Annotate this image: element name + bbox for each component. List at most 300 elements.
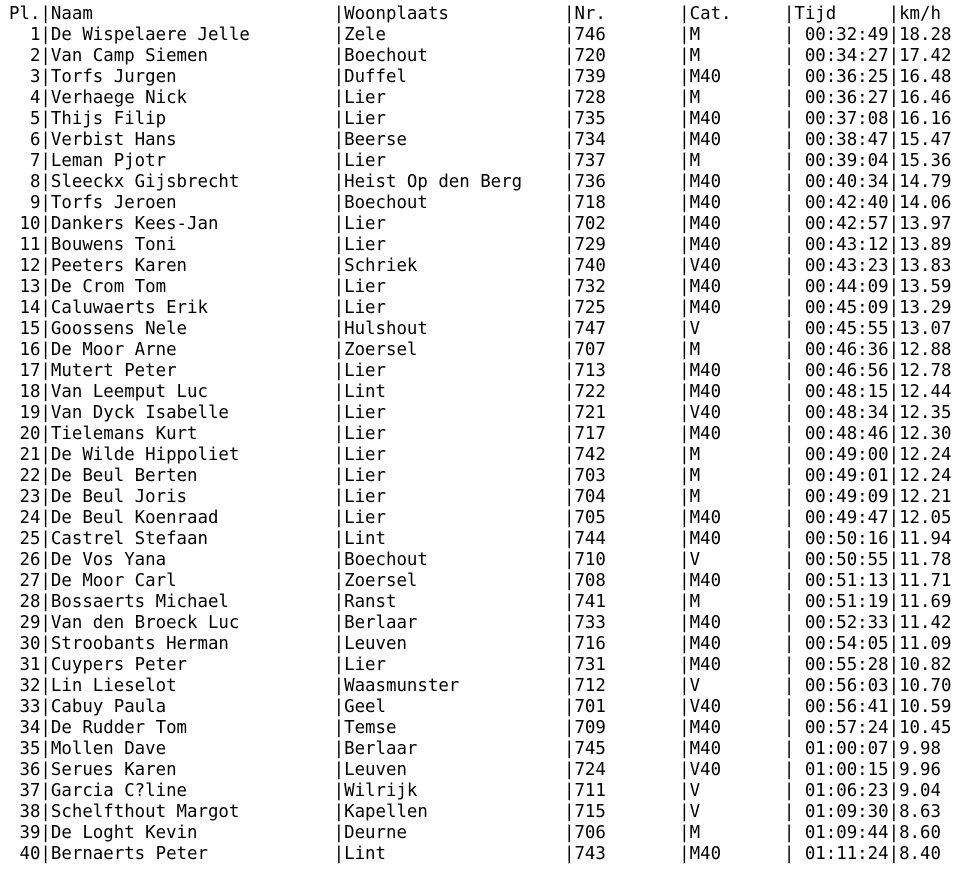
cell-pl: 27 bbox=[9, 571, 41, 591]
table-row: 27|De Moor Carl |Zoersel |708 |M40 | 00:51:13|11.71 bbox=[9, 571, 952, 591]
cell-pl: 33 bbox=[9, 697, 41, 717]
cell-naam: Van Leemput Luc bbox=[50, 382, 334, 402]
cell-cat: V40 bbox=[689, 760, 784, 780]
cell-nr: 716 bbox=[574, 634, 680, 654]
cell-tijd: 00:45:55 bbox=[804, 319, 889, 339]
table-row: 14|Caluwaerts Erik |Lier |725 |M40 | 00:45:09|13.29 bbox=[9, 298, 952, 318]
cell-kmh: 12.44 bbox=[899, 382, 952, 402]
table-row: 39|De Loght Kevin |Deurne |706 |M | 01:09:44|8.60 bbox=[9, 823, 941, 843]
cell-tijd: 00:39:04 bbox=[804, 151, 889, 171]
cell-woonplaats: Lier bbox=[344, 214, 564, 234]
cell-woonplaats: Lier bbox=[344, 88, 564, 108]
cell-tijd: 00:42:57 bbox=[804, 214, 889, 234]
cell-pl: 32 bbox=[9, 676, 41, 696]
cell-pl: 19 bbox=[9, 403, 41, 423]
cell-kmh: 12.24 bbox=[899, 445, 952, 465]
cell-cat: M40 bbox=[689, 382, 784, 402]
cell-kmh: 8.40 bbox=[899, 844, 941, 864]
cell-nr: 745 bbox=[574, 739, 680, 759]
cell-woonplaats: Boechout bbox=[344, 46, 564, 66]
cell-pl: 9 bbox=[9, 193, 41, 213]
cell-woonplaats: Lier bbox=[344, 403, 564, 423]
cell-naam: Bernaerts Peter bbox=[50, 844, 334, 864]
cell-cat: M40 bbox=[689, 571, 784, 591]
cell-nr: 721 bbox=[574, 403, 680, 423]
cell-naam: Serues Karen bbox=[50, 760, 334, 780]
table-row: 23|De Beul Joris |Lier |704 |M | 00:49:09|12.21 bbox=[9, 487, 952, 507]
cell-naam: Van Dyck Isabelle bbox=[50, 403, 334, 423]
cell-tijd: 00:49:01 bbox=[804, 466, 889, 486]
cell-woonplaats: Beerse bbox=[344, 130, 564, 150]
cell-nr: 746 bbox=[574, 25, 680, 45]
table-row: 40|Bernaerts Peter |Lint |743 |M40 | 01:11:24|8.40 bbox=[9, 844, 941, 864]
table-row: 20|Tielemans Kurt |Lier |717 |M40 | 00:48:46|12.30 bbox=[9, 424, 952, 444]
cell-cat: M40 bbox=[689, 235, 784, 255]
cell-pl: 10 bbox=[9, 214, 41, 234]
cell-cat: V40 bbox=[689, 697, 784, 717]
cell-tijd: 01:00:15 bbox=[804, 760, 889, 780]
cell-pl: 36 bbox=[9, 760, 41, 780]
cell-naam: Caluwaerts Erik bbox=[50, 298, 334, 318]
cell-tijd: 00:49:09 bbox=[804, 487, 889, 507]
cell-cat: M40 bbox=[689, 214, 784, 234]
cell-pl: 38 bbox=[9, 802, 41, 822]
cell-cat: V bbox=[689, 676, 784, 696]
cell-cat: M40 bbox=[689, 508, 784, 528]
cell-woonplaats: Boechout bbox=[344, 193, 564, 213]
cell-nr: 701 bbox=[574, 697, 680, 717]
cell-woonplaats: Lint bbox=[344, 529, 564, 549]
cell-cat: M40 bbox=[689, 844, 784, 864]
cell-pl: 16 bbox=[9, 340, 41, 360]
cell-pl: 30 bbox=[9, 634, 41, 654]
cell-woonplaats: Ranst bbox=[344, 592, 564, 612]
table-row: 28|Bossaerts Michael |Ranst |741 |M | 00:51:19|11.69 bbox=[9, 592, 952, 612]
table-row: 38|Schelfthout Margot |Kapellen |715 |V | 01:09:30|8.63 bbox=[9, 802, 941, 822]
cell-nr: 741 bbox=[574, 592, 680, 612]
table-row: 16|De Moor Arne |Zoersel |707 |M | 00:46:36|12.88 bbox=[9, 340, 952, 360]
cell-kmh: 12.35 bbox=[899, 403, 952, 423]
cell-woonplaats: Boechout bbox=[344, 550, 564, 570]
cell-woonplaats: Lier bbox=[344, 361, 564, 381]
cell-tijd: 00:42:40 bbox=[804, 193, 889, 213]
cell-cat: M bbox=[689, 487, 784, 507]
header-pl: Pl. bbox=[9, 4, 41, 24]
header-naam: Naam bbox=[50, 4, 334, 24]
cell-cat: M bbox=[689, 25, 784, 45]
cell-woonplaats: Lier bbox=[344, 424, 564, 444]
cell-nr: 705 bbox=[574, 508, 680, 528]
cell-kmh: 16.46 bbox=[899, 88, 952, 108]
cell-tijd: 00:44:09 bbox=[804, 277, 889, 297]
cell-cat: M40 bbox=[689, 424, 784, 444]
cell-naam: Van Camp Siemen bbox=[50, 46, 334, 66]
cell-pl: 35 bbox=[9, 739, 41, 759]
table-row: 17|Mutert Peter |Lier |713 |M40 | 00:46:56|12.78 bbox=[9, 361, 952, 381]
cell-woonplaats: Lint bbox=[344, 382, 564, 402]
cell-kmh: 13.29 bbox=[899, 298, 952, 318]
cell-nr: 711 bbox=[574, 781, 680, 801]
cell-tijd: 00:43:23 bbox=[804, 256, 889, 276]
cell-naam: Mollen Dave bbox=[50, 739, 334, 759]
cell-woonplaats: Leuven bbox=[344, 760, 564, 780]
cell-pl: 25 bbox=[9, 529, 41, 549]
cell-woonplaats: Lier bbox=[344, 235, 564, 255]
cell-tijd: 00:48:46 bbox=[804, 424, 889, 444]
cell-naam: Peeters Karen bbox=[50, 256, 334, 276]
cell-nr: 709 bbox=[574, 718, 680, 738]
cell-cat: V bbox=[689, 550, 784, 570]
table-row: 35|Mollen Dave |Berlaar |745 |M40 | 01:00:07|9.98 bbox=[9, 739, 941, 759]
cell-tijd: 00:37:08 bbox=[804, 109, 889, 129]
cell-tijd: 00:51:13 bbox=[804, 571, 889, 591]
table-row: 4|Verhaege Nick |Lier |728 |M | 00:36:27|16.46 bbox=[9, 88, 952, 108]
cell-kmh: 12.24 bbox=[899, 466, 952, 486]
table-row: 1|De Wispelaere Jelle |Zele |746 |M | 00:32:49|18.28 bbox=[9, 25, 952, 45]
cell-tijd: 00:52:33 bbox=[804, 613, 889, 633]
cell-nr: 732 bbox=[574, 277, 680, 297]
cell-tijd: 00:57:24 bbox=[804, 718, 889, 738]
cell-naam: De Wilde Hippoliet bbox=[50, 445, 334, 465]
table-row: 31|Cuypers Peter |Lier |731 |M40 | 00:55:28|10.82 bbox=[9, 655, 952, 675]
cell-woonplaats: Wilrijk bbox=[344, 781, 564, 801]
cell-nr: 743 bbox=[574, 844, 680, 864]
cell-kmh: 12.05 bbox=[899, 508, 952, 528]
cell-naam: Torfs Jeroen bbox=[50, 193, 334, 213]
cell-pl: 29 bbox=[9, 613, 41, 633]
cell-woonplaats: Schriek bbox=[344, 256, 564, 276]
cell-naam: De Moor Carl bbox=[50, 571, 334, 591]
cell-woonplaats: Temse bbox=[344, 718, 564, 738]
table-row: 18|Van Leemput Luc |Lint |722 |M40 | 00:48:15|12.44 bbox=[9, 382, 952, 402]
cell-cat: M40 bbox=[689, 277, 784, 297]
cell-kmh: 9.04 bbox=[899, 781, 941, 801]
cell-pl: 31 bbox=[9, 655, 41, 675]
cell-kmh: 12.88 bbox=[899, 340, 952, 360]
cell-pl: 3 bbox=[9, 67, 41, 87]
cell-woonplaats: Lier bbox=[344, 445, 564, 465]
cell-pl: 14 bbox=[9, 298, 41, 318]
cell-naam: De Rudder Tom bbox=[50, 718, 334, 738]
cell-nr: 722 bbox=[574, 382, 680, 402]
cell-tijd: 00:46:56 bbox=[804, 361, 889, 381]
cell-nr: 729 bbox=[574, 235, 680, 255]
cell-cat: M bbox=[689, 823, 784, 843]
cell-naam: Castrel Stefaan bbox=[50, 529, 334, 549]
cell-pl: 22 bbox=[9, 466, 41, 486]
cell-naam: De Wispelaere Jelle bbox=[50, 25, 334, 45]
cell-naam: Sleeckx Gijsbrecht bbox=[50, 172, 334, 192]
table-row: 21|De Wilde Hippoliet |Lier |742 |M | 00:49:00|12.24 bbox=[9, 445, 952, 465]
cell-pl: 5 bbox=[9, 109, 41, 129]
cell-kmh: 17.42 bbox=[899, 46, 952, 66]
cell-nr: 708 bbox=[574, 571, 680, 591]
cell-nr: 740 bbox=[574, 256, 680, 276]
cell-cat: M40 bbox=[689, 634, 784, 654]
cell-naam: Goossens Nele bbox=[50, 319, 334, 339]
cell-nr: 720 bbox=[574, 46, 680, 66]
cell-tijd: 00:36:25 bbox=[804, 67, 889, 87]
cell-kmh: 11.09 bbox=[899, 634, 952, 654]
header-tijd: Tijd bbox=[794, 4, 889, 24]
cell-tijd: 00:49:00 bbox=[804, 445, 889, 465]
cell-cat: M40 bbox=[689, 739, 784, 759]
cell-tijd: 00:36:27 bbox=[804, 88, 889, 108]
cell-pl: 6 bbox=[9, 130, 41, 150]
cell-kmh: 11.94 bbox=[899, 529, 952, 549]
cell-pl: 2 bbox=[9, 46, 41, 66]
cell-pl: 34 bbox=[9, 718, 41, 738]
cell-nr: 724 bbox=[574, 760, 680, 780]
cell-tijd: 00:43:12 bbox=[804, 235, 889, 255]
cell-pl: 11 bbox=[9, 235, 41, 255]
cell-pl: 24 bbox=[9, 508, 41, 528]
cell-tijd: 00:40:34 bbox=[804, 172, 889, 192]
cell-cat: M40 bbox=[689, 130, 784, 150]
cell-kmh: 13.97 bbox=[899, 214, 952, 234]
cell-kmh: 8.60 bbox=[899, 823, 941, 843]
cell-kmh: 14.06 bbox=[899, 193, 952, 213]
cell-woonplaats: Heist Op den Berg bbox=[344, 172, 564, 192]
table-row: 6|Verbist Hans |Beerse |734 |M40 | 00:38:47|15.47 bbox=[9, 130, 952, 150]
cell-nr: 713 bbox=[574, 361, 680, 381]
table-row: 26|De Vos Yana |Boechout |710 |V | 00:50:55|11.78 bbox=[9, 550, 952, 570]
cell-tijd: 01:09:30 bbox=[804, 802, 889, 822]
cell-woonplaats: Duffel bbox=[344, 67, 564, 87]
cell-naam: Verbist Hans bbox=[50, 130, 334, 150]
cell-naam: Bouwens Toni bbox=[50, 235, 334, 255]
cell-pl: 21 bbox=[9, 445, 41, 465]
table-row: 30|Stroobants Herman |Leuven |716 |M40 | 00:54:05|11.09 bbox=[9, 634, 952, 654]
cell-pl: 1 bbox=[9, 25, 41, 45]
cell-pl: 4 bbox=[9, 88, 41, 108]
cell-cat: V bbox=[689, 802, 784, 822]
cell-woonplaats: Lier bbox=[344, 277, 564, 297]
cell-naam: Cuypers Peter bbox=[50, 655, 334, 675]
table-row: 7|Leman Pjotr |Lier |737 |M | 00:39:04|15.36 bbox=[9, 151, 952, 171]
cell-woonplaats: Berlaar bbox=[344, 739, 564, 759]
cell-kmh: 12.30 bbox=[899, 424, 952, 444]
header-cat: Cat. bbox=[689, 4, 784, 24]
cell-nr: 715 bbox=[574, 802, 680, 822]
cell-kmh: 15.47 bbox=[899, 130, 952, 150]
cell-woonplaats: Kapellen bbox=[344, 802, 564, 822]
cell-kmh: 10.82 bbox=[899, 655, 952, 675]
cell-nr: 744 bbox=[574, 529, 680, 549]
header-woonplaats: Woonplaats bbox=[344, 4, 564, 24]
cell-woonplaats: Lier bbox=[344, 487, 564, 507]
cell-cat: M bbox=[689, 340, 784, 360]
cell-naam: De Beul Joris bbox=[50, 487, 334, 507]
cell-nr: 736 bbox=[574, 172, 680, 192]
table-row: 10|Dankers Kees-Jan |Lier |702 |M40 | 00:42:57|13.97 bbox=[9, 214, 952, 234]
cell-kmh: 16.48 bbox=[899, 67, 952, 87]
cell-nr: 737 bbox=[574, 151, 680, 171]
cell-nr: 728 bbox=[574, 88, 680, 108]
cell-kmh: 9.98 bbox=[899, 739, 941, 759]
cell-kmh: 11.42 bbox=[899, 613, 952, 633]
cell-cat: M40 bbox=[689, 361, 784, 381]
table-row: 9|Torfs Jeroen |Boechout |718 |M40 | 00:42:40|14.06 bbox=[9, 193, 952, 213]
cell-tijd: 00:48:34 bbox=[804, 403, 889, 423]
cell-pl: 37 bbox=[9, 781, 41, 801]
cell-tijd: 00:46:36 bbox=[804, 340, 889, 360]
cell-cat: M40 bbox=[689, 718, 784, 738]
cell-woonplaats: Zele bbox=[344, 25, 564, 45]
cell-nr: 712 bbox=[574, 676, 680, 696]
cell-tijd: 00:56:41 bbox=[804, 697, 889, 717]
cell-cat: V bbox=[689, 781, 784, 801]
cell-woonplaats: Deurne bbox=[344, 823, 564, 843]
cell-tijd: 00:48:15 bbox=[804, 382, 889, 402]
cell-naam: Tielemans Kurt bbox=[50, 424, 334, 444]
cell-nr: 703 bbox=[574, 466, 680, 486]
cell-kmh: 15.36 bbox=[899, 151, 952, 171]
table-row: 36|Serues Karen |Leuven |724 |V40 | 01:00:15|9.96 bbox=[9, 760, 941, 780]
table-row: 13|De Crom Tom |Lier |732 |M40 | 00:44:09|13.59 bbox=[9, 277, 952, 297]
cell-naam: De Vos Yana bbox=[50, 550, 334, 570]
table-row: 12|Peeters Karen |Schriek |740 |V40 | 00:43:23|13.83 bbox=[9, 256, 952, 276]
cell-pl: 40 bbox=[9, 844, 41, 864]
cell-kmh: 9.96 bbox=[899, 760, 941, 780]
cell-pl: 15 bbox=[9, 319, 41, 339]
cell-woonplaats: Hulshout bbox=[344, 319, 564, 339]
cell-naam: Cabuy Paula bbox=[50, 697, 334, 717]
table-row: 22|De Beul Berten |Lier |703 |M | 00:49:01|12.24 bbox=[9, 466, 952, 486]
cell-kmh: 11.69 bbox=[899, 592, 952, 612]
cell-nr: 733 bbox=[574, 613, 680, 633]
cell-naam: Thijs Filip bbox=[50, 109, 334, 129]
cell-woonplaats: Lier bbox=[344, 655, 564, 675]
table-row: 2|Van Camp Siemen |Boechout |720 |M | 00:34:27|17.42 bbox=[9, 46, 952, 66]
table-row: 5|Thijs Filip |Lier |735 |M40 | 00:37:08|16.16 bbox=[9, 109, 952, 129]
cell-nr: 731 bbox=[574, 655, 680, 675]
cell-tijd: 00:34:27 bbox=[804, 46, 889, 66]
cell-nr: 718 bbox=[574, 193, 680, 213]
cell-cat: M bbox=[689, 151, 784, 171]
cell-nr: 742 bbox=[574, 445, 680, 465]
cell-cat: M40 bbox=[689, 67, 784, 87]
cell-naam: Van den Broeck Luc bbox=[50, 613, 334, 633]
cell-cat: V40 bbox=[689, 256, 784, 276]
cell-kmh: 13.83 bbox=[899, 256, 952, 276]
cell-naam: Lin Lieselot bbox=[50, 676, 334, 696]
cell-kmh: 13.07 bbox=[899, 319, 952, 339]
cell-cat: M40 bbox=[689, 109, 784, 129]
cell-woonplaats: Lier bbox=[344, 151, 564, 171]
cell-naam: Leman Pjotr bbox=[50, 151, 334, 171]
cell-tijd: 00:32:49 bbox=[804, 25, 889, 45]
cell-cat: M bbox=[689, 445, 784, 465]
table-row: 32|Lin Lieselot |Waasmunster |712 |V | 00:56:03|10.70 bbox=[9, 676, 952, 696]
cell-pl: 18 bbox=[9, 382, 41, 402]
cell-tijd: 01:09:44 bbox=[804, 823, 889, 843]
table-row: 25|Castrel Stefaan |Lint |744 |M40 | 00:50:16|11.94 bbox=[9, 529, 952, 549]
cell-nr: 717 bbox=[574, 424, 680, 444]
cell-tijd: 01:11:24 bbox=[804, 844, 889, 864]
cell-kmh: 13.89 bbox=[899, 235, 952, 255]
cell-naam: Schelfthout Margot bbox=[50, 802, 334, 822]
cell-nr: 706 bbox=[574, 823, 680, 843]
cell-pl: 7 bbox=[9, 151, 41, 171]
cell-pl: 13 bbox=[9, 277, 41, 297]
cell-woonplaats: Zoersel bbox=[344, 571, 564, 591]
cell-tijd: 00:38:47 bbox=[804, 130, 889, 150]
cell-kmh: 14.79 bbox=[899, 172, 952, 192]
cell-naam: De Moor Arne bbox=[50, 340, 334, 360]
table-row: 33|Cabuy Paula |Geel |701 |V40 | 00:56:41|10.59 bbox=[9, 697, 952, 717]
cell-nr: 704 bbox=[574, 487, 680, 507]
cell-pl: 39 bbox=[9, 823, 41, 843]
cell-kmh: 8.63 bbox=[899, 802, 941, 822]
cell-woonplaats: Zoersel bbox=[344, 340, 564, 360]
cell-cat: M40 bbox=[689, 193, 784, 213]
cell-nr: 739 bbox=[574, 67, 680, 87]
cell-pl: 28 bbox=[9, 592, 41, 612]
cell-naam: De Beul Koenraad bbox=[50, 508, 334, 528]
cell-cat: M bbox=[689, 592, 784, 612]
table-row: 34|De Rudder Tom |Temse |709 |M40 | 00:57:24|10.45 bbox=[9, 718, 952, 738]
cell-woonplaats: Lier bbox=[344, 109, 564, 129]
cell-naam: De Loght Kevin bbox=[50, 823, 334, 843]
cell-woonplaats: Leuven bbox=[344, 634, 564, 654]
table-row: 3|Torfs Jurgen |Duffel |739 |M40 | 00:36:25|16.48 bbox=[9, 67, 952, 87]
cell-cat: M bbox=[689, 88, 784, 108]
table-row: 37|Garcia C?line |Wilrijk |711 |V | 01:06:23|9.04 bbox=[9, 781, 941, 801]
cell-cat: M40 bbox=[689, 172, 784, 192]
cell-tijd: 00:51:19 bbox=[804, 592, 889, 612]
cell-tijd: 00:50:55 bbox=[804, 550, 889, 570]
cell-pl: 17 bbox=[9, 361, 41, 381]
cell-naam: Torfs Jurgen bbox=[50, 67, 334, 87]
cell-nr: 734 bbox=[574, 130, 680, 150]
cell-kmh: 18.28 bbox=[899, 25, 952, 45]
cell-kmh: 10.59 bbox=[899, 697, 952, 717]
cell-naam: Mutert Peter bbox=[50, 361, 334, 381]
table-row: 29|Van den Broeck Luc |Berlaar |733 |M40 | 00:52:33|11.42 bbox=[9, 613, 952, 633]
cell-cat: M bbox=[689, 466, 784, 486]
cell-tijd: 01:06:23 bbox=[804, 781, 889, 801]
cell-tijd: 00:50:16 bbox=[804, 529, 889, 549]
cell-naam: De Beul Berten bbox=[50, 466, 334, 486]
table-row: 19|Van Dyck Isabelle |Lier |721 |V40 | 00:48:34|12.35 bbox=[9, 403, 952, 423]
table-row: 11|Bouwens Toni |Lier |729 |M40 | 00:43:12|13.89 bbox=[9, 235, 952, 255]
header-nr: Nr. bbox=[574, 4, 680, 24]
cell-cat: M40 bbox=[689, 298, 784, 318]
cell-cat: M40 bbox=[689, 529, 784, 549]
cell-kmh: 13.59 bbox=[899, 277, 952, 297]
cell-woonplaats: Lier bbox=[344, 508, 564, 528]
cell-tijd: 01:00:07 bbox=[804, 739, 889, 759]
cell-naam: De Crom Tom bbox=[50, 277, 334, 297]
header-row: Pl.|Naam |Woonplaats |Nr. |Cat. |Tijd |km/h bbox=[9, 4, 941, 24]
cell-nr: 735 bbox=[574, 109, 680, 129]
cell-nr: 747 bbox=[574, 319, 680, 339]
cell-kmh: 12.78 bbox=[899, 361, 952, 381]
table-row: 24|De Beul Koenraad |Lier |705 |M40 | 00:49:47|12.05 bbox=[9, 508, 952, 528]
cell-naam: Garcia C?line bbox=[50, 781, 334, 801]
cell-pl: 12 bbox=[9, 256, 41, 276]
cell-woonplaats: Lint bbox=[344, 844, 564, 864]
cell-cat: V bbox=[689, 319, 784, 339]
cell-naam: Verhaege Nick bbox=[50, 88, 334, 108]
cell-kmh: 11.78 bbox=[899, 550, 952, 570]
cell-cat: M bbox=[689, 46, 784, 66]
header-kmh: km/h bbox=[899, 4, 941, 24]
cell-tijd: 00:49:47 bbox=[804, 508, 889, 528]
cell-woonplaats: Berlaar bbox=[344, 613, 564, 633]
cell-woonplaats: Waasmunster bbox=[344, 676, 564, 696]
